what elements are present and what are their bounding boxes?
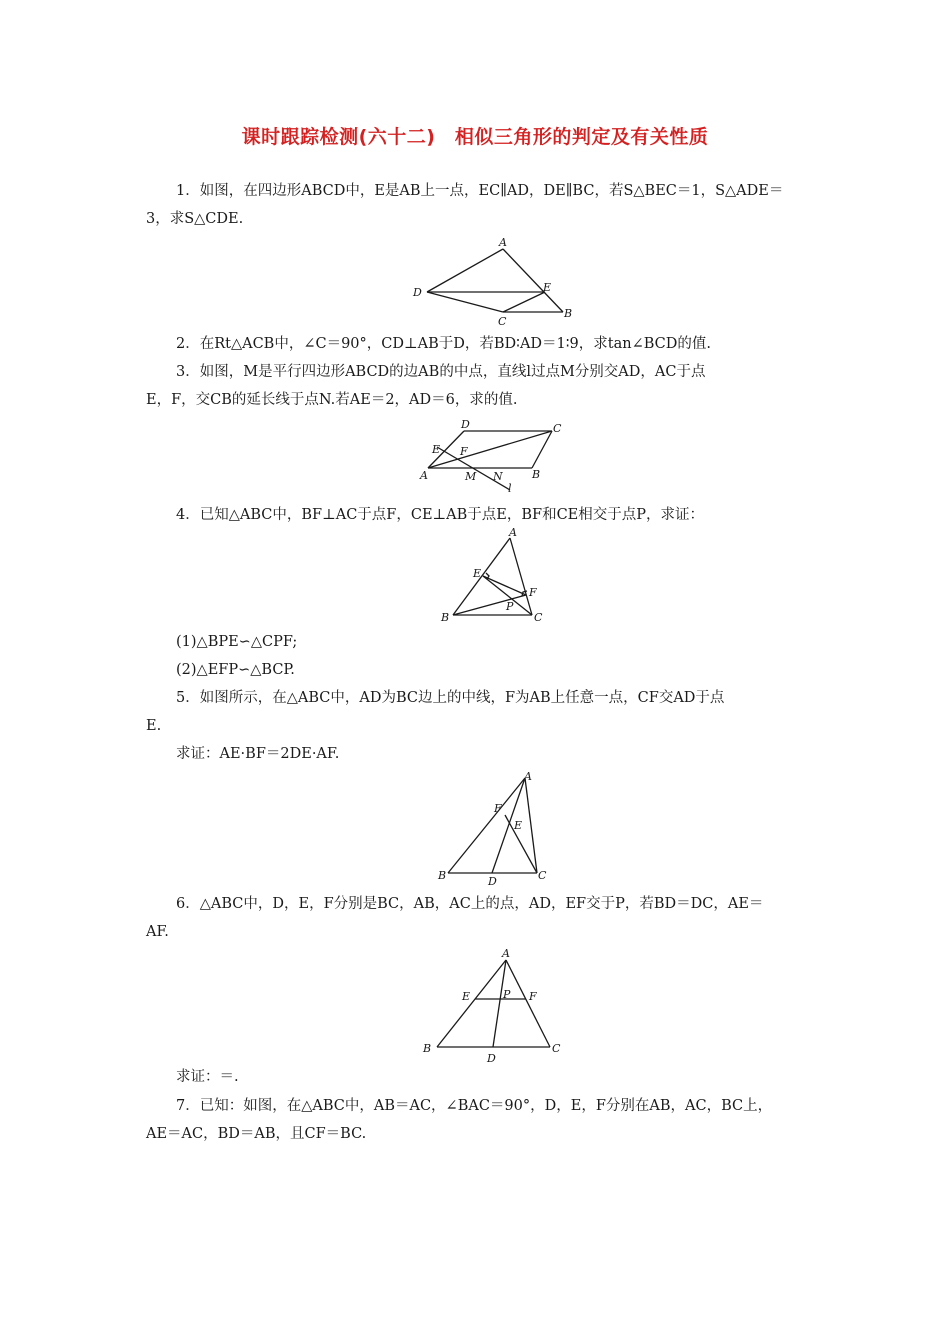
label-C: C [538,869,547,882]
q4-sub2: (2)△EFP∽△BCP. [176,662,295,678]
label-A: A [524,770,532,783]
label-C: C [553,422,562,435]
label-F: F [494,802,502,815]
segment-DA [427,249,503,292]
label-B: B [441,611,450,624]
segment-AC [525,778,537,873]
label-B: B [532,468,541,481]
figure-1-svg [400,236,590,331]
q7-line2: AE＝AC，BD＝AB，且CF＝BC. [146,1126,367,1142]
label-D: D [488,875,497,888]
figure-4-svg [432,528,552,628]
segment-DC [427,292,503,312]
figure-4 [432,528,552,628]
segment-AB [503,249,563,312]
label-l: l [508,482,512,495]
q3-line1: 3．如图，M是平行四边形ABCD的边AB的中点，直线l过点M分别交AD，AC于点 [176,364,706,380]
label-B: B [564,307,573,320]
label-A: A [420,469,428,482]
segment-BF [453,595,526,615]
figure-3-svg [415,418,575,498]
q4-line1: 4．已知△ABC中，BF⊥AC于点F，CE⊥AB于点E，BF和CE相交于点P，求证： [176,507,705,523]
segment-EF [483,576,526,595]
q2-line1: 2．在Rt△ACB中，∠C＝90°，CD⊥AB于D，若BD∶AD＝1∶9，求tan∠BCD的值. [176,336,711,352]
label-N: N [493,470,503,483]
label-B: B [423,1042,432,1055]
label-M: M [465,470,477,483]
figure-5 [430,768,560,888]
q7-line1: 7．已知：如图，在△ABC中，AB＝AC，∠BAC＝90°，D，E，F分别在AB，AC，BC上， [176,1098,773,1114]
label-B: B [438,869,447,882]
figure-6-svg [415,945,570,1065]
segment-AC [506,960,550,1047]
label-P: P [503,988,511,1001]
label-A: A [499,236,507,249]
label-C: C [534,611,543,624]
segment-AB [437,960,506,1047]
label-F: F [460,445,468,458]
figure-1 [400,236,590,331]
label-C: C [498,315,507,328]
label-D: D [487,1052,496,1065]
label-D: D [461,418,470,431]
label-E: E [432,443,441,456]
label-C: C [552,1042,561,1055]
q5-line2: E. [146,718,162,734]
segment-AB [453,538,510,615]
q5-line1: 5．如图所示，在△ABC中，AD为BC边上的中线，F为AB上任意一点，CF交AD于点 [176,690,725,706]
segment-CE [503,292,545,312]
figure-6 [415,945,570,1065]
figure-3 [415,418,575,498]
label-E: E [462,990,471,1003]
label-D: D [413,286,422,299]
q6-proof: 求证：＝. [176,1069,239,1085]
label-A: A [509,526,517,539]
label-E: E [543,281,552,294]
page-title: 课时跟踪检测(六十二) 相似三角形的判定及有关性质 [241,126,709,148]
label-P: P [506,600,514,613]
q1-line2: 3，求S△CDE. [146,211,244,227]
q1-line1: 1．如图，在四边形ABCD中，E是AB上一点，EC∥AD，DE∥BC，若S△BEC＝1，S△ADE＝ [176,183,784,199]
label-E: E [473,567,482,580]
label-F: F [529,586,537,599]
q6-line2: AF. [146,924,169,940]
label-A: A [502,947,510,960]
q4-sub1: (1)△BPE∽△CPF; [176,634,298,650]
label-E: E [514,819,523,832]
label-F: F [529,990,537,1003]
q5-proof: 求证：AE·BF＝2DE·AF. [176,746,340,762]
q6-line1: 6．△ABC中，D，E，F分别是BC，AB，AC上的点，AD，EF交于P，若BD＝DC，AE＝ [176,896,764,912]
q3-line2: E，F，交CB的延长线于点N.若AE＝2，AD＝6，求的值. [146,392,518,408]
figure-5-svg [430,768,560,888]
